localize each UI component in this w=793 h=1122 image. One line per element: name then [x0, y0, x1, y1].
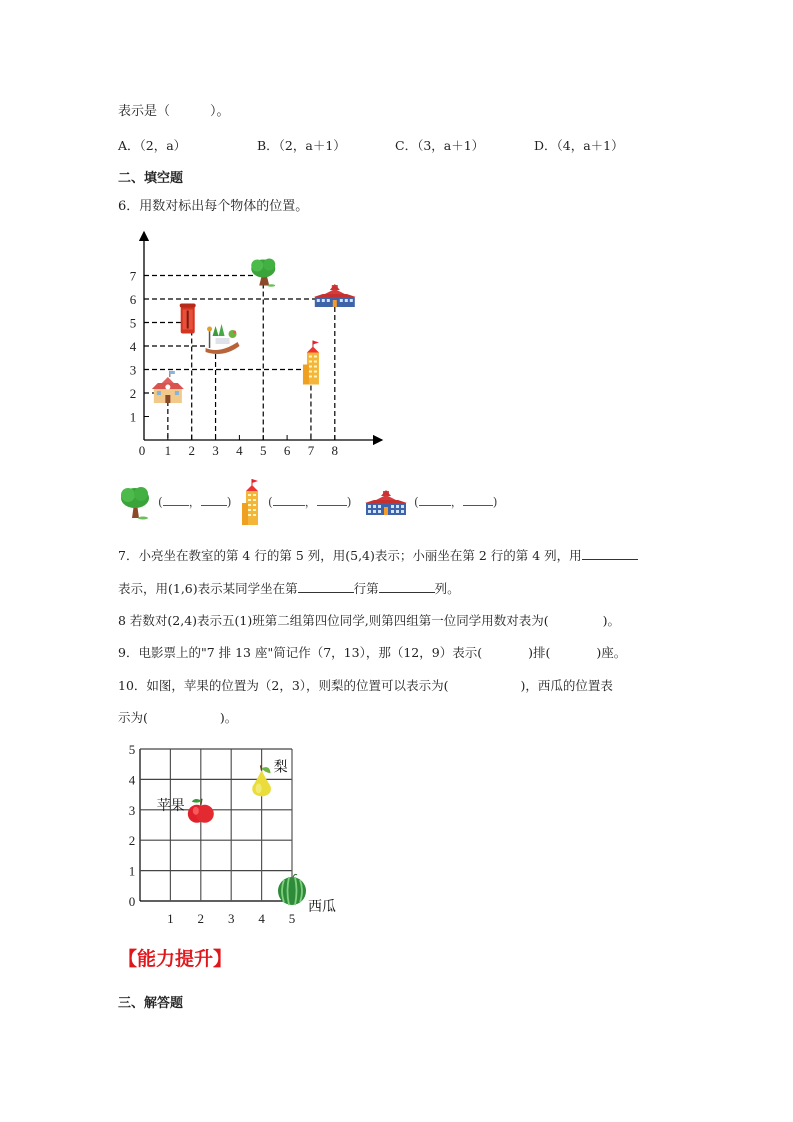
y-tick-label: 2	[128, 833, 136, 849]
q6-text: 6．用数对标出每个物体的位置。	[118, 199, 309, 214]
tree-icon	[251, 259, 275, 287]
x-tick-label: 2	[197, 911, 205, 926]
x-tick-label: 1	[167, 911, 174, 926]
q7-text-3: 行第	[353, 581, 379, 596]
x-tick-label: 1	[164, 443, 172, 458]
q7-blank-1[interactable]	[582, 547, 638, 560]
y-tick-label: 4	[128, 772, 136, 788]
y-tick-label: 5	[129, 315, 137, 331]
q10-fruit-grid	[0, 720, 400, 930]
fruit-label: 西瓜	[308, 899, 336, 915]
q5-text: 表示是（	[118, 104, 171, 119]
q9	[118, 644, 626, 662]
answer-tower-y-blank[interactable]	[317, 495, 347, 506]
y-tick-label: 2	[129, 386, 137, 401]
answer-tower-x-blank[interactable]	[273, 495, 305, 506]
answer-station-y-blank[interactable]	[463, 495, 493, 506]
x-tick-label: 4	[258, 911, 265, 926]
option-b[interactable]: B．（2，a＋1）	[257, 138, 346, 153]
y-tick-label: 3	[128, 802, 136, 818]
answer-tree-x-blank[interactable]	[163, 495, 189, 506]
x-tick-label: 3	[227, 911, 235, 926]
q9-close: )座。	[596, 645, 627, 660]
answer-tree-y-blank[interactable]	[201, 495, 227, 506]
q8-text: 8 若数对(2,4)表示五(1)班第二组第四位同学,则第四组第一位同学用数对表为(	[118, 613, 549, 628]
y-tick-label: 5	[128, 742, 136, 757]
y-tick-label: 6	[129, 292, 137, 307]
y-tick-label: 1	[129, 409, 137, 425]
x-tick-label: 3	[212, 443, 219, 458]
section-fill-blank-title: 二、填空题	[118, 171, 184, 186]
section-solve-title: 三、解答题	[118, 996, 184, 1011]
q7-text-4: 列。	[434, 581, 460, 596]
fruit-label: 梨	[273, 759, 288, 776]
answer-station-x-blank[interactable]	[419, 495, 451, 506]
answer-tower: ( ， )	[268, 495, 352, 509]
q8	[118, 612, 620, 630]
q7-blank-3[interactable]	[379, 580, 435, 593]
q10-text-4: )。	[219, 710, 238, 725]
y-tick-label: 1	[128, 863, 136, 879]
y-tick-label: 0	[128, 894, 136, 909]
y-tick-label: 7	[129, 268, 137, 284]
y-tick-label: 3	[129, 362, 137, 378]
tower-icon	[303, 341, 319, 385]
school-icon	[152, 371, 184, 403]
fruit-label: 苹果	[156, 797, 185, 814]
watermelon-icon	[278, 874, 306, 905]
answer-tree-icon	[118, 484, 152, 520]
q7-blank-2[interactable]	[298, 580, 354, 593]
option-a[interactable]: A．（2，a）	[118, 138, 187, 153]
q7-text-1: 7．小亮坐在教室的第 4 行的第 5 列，用(5,4)表示；小丽坐在第 2 行的第 4 列，用	[118, 548, 582, 563]
phone-booth-icon	[180, 304, 196, 334]
x-tick-label: 7	[307, 443, 315, 458]
pear-icon	[252, 765, 271, 796]
q6-coordinate-chart	[0, 0, 793, 480]
y-tick-label: 4	[129, 339, 137, 354]
q5-close: ）。	[210, 104, 230, 119]
x-tick-label: 0	[138, 443, 146, 458]
q10-text-3: 示为(	[118, 710, 148, 725]
answer-tower-icon	[240, 477, 264, 527]
x-tick-label: 5	[288, 911, 296, 926]
x-tick-label: 4	[236, 443, 243, 458]
x-tick-label: 8	[331, 443, 339, 458]
x-tick-label: 6	[283, 443, 291, 458]
q7-text-2: 表示，用(1,6)表示某同学坐在第	[118, 581, 298, 596]
q10-text-2: )，西瓜的位置表	[520, 678, 613, 693]
answer-station: ( ， )	[414, 495, 498, 509]
q9-mid: )排(	[528, 645, 551, 660]
q10-text-1: 10．如图，苹果的位置为（2，3），则梨的位置可以表示为(	[118, 678, 449, 693]
q8-close: )。	[602, 613, 621, 628]
option-c[interactable]: C．（3，a＋1）	[395, 138, 485, 153]
q7-line2	[118, 580, 460, 598]
park-icon	[206, 324, 240, 354]
ability-title: 【能力提升】	[118, 948, 233, 970]
q7-line1	[118, 547, 638, 565]
option-d[interactable]: D．（4，a＋1）	[534, 138, 624, 153]
x-tick-label: 5	[260, 443, 267, 458]
apple-icon	[188, 799, 214, 823]
x-tick-label: 2	[188, 443, 195, 458]
answer-tree: ( ， )	[158, 495, 232, 509]
q9-text: 9．电影票上的"7 排 13 座"简记作（7，13），那（12，9）表示(	[118, 645, 483, 660]
station-icon	[314, 284, 356, 307]
q10-line1	[118, 677, 613, 695]
answer-station-icon	[364, 488, 408, 516]
